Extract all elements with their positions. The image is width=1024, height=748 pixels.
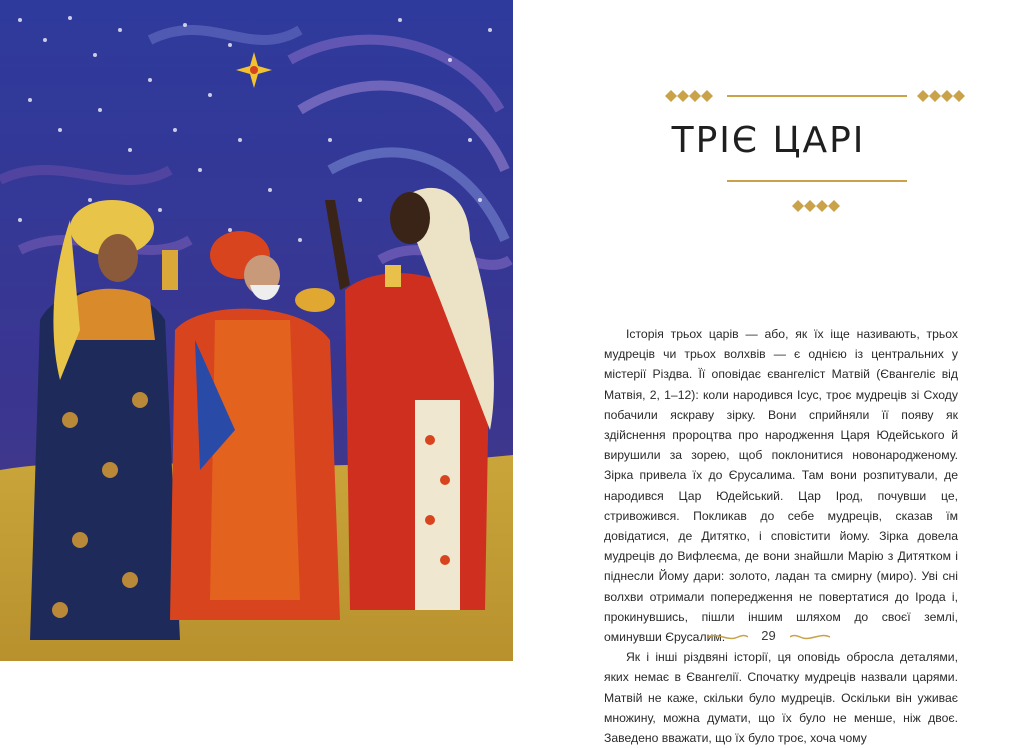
top-rule	[727, 95, 907, 97]
chapter-title: ТРІЄ ЦАРІ	[671, 120, 866, 161]
ornament-diamonds-icon	[917, 88, 965, 104]
ornament-diamonds-icon	[665, 88, 713, 104]
page-footer	[513, 626, 1024, 646]
three-kings-painting	[0, 0, 513, 661]
illustration-three-kings	[0, 0, 513, 661]
body-text	[604, 324, 958, 748]
folio-flourish-right-icon	[790, 632, 830, 642]
ornament-diamonds-icon	[792, 198, 840, 214]
bottom-rule	[727, 180, 907, 182]
page-number: 29	[761, 628, 776, 643]
text-page	[513, 0, 1024, 746]
paragraph: Як і інші різдвяні історії, ця оповідь обросла деталями, яких немає в Євангелії. Спочатку мудреців назвали царями. Матвій не каже, скільки було мудреців. Оскільки він уживає множину, можна думати, що їх було не менше, ніж двоє. Заведено вважати, що їх було троє, хоча чому	[604, 650, 958, 746]
paragraph: Історія трьох царів — або, як їх іще називають, трьох мудреців чи трьох волхвів — є однією із центральних у містерії Різдва. Її оповідає євангеліст Матвій (Євангеліє від Матвія, 2, 1–12): коли народився Ісус, троє мудреців зі Сходу побачили яскраву зірку. Вони сприйняли її появу як здійснення пророцтва про народження Царя Юдейського й вирушили за зорею, щоб поклонитися новонародженому. Зірка привела їх до Єрусалима. Там вони розпитували, де народився Цар Юдейський. Цар Ірод, почувши це, стривожився. Покликав до себе мудреців, сказав їм довідатися, де Дитятко, і сповістити йому. Зірка довела мудреців до Вифлеєма, де вони знайшли Марію з Дитятком і піднесли Йому дари: золото, ладан та смирну (миро). Уві сні волхви отримали попередження не повертатися до Ірода і, прокинувшись, пішли іншим шляхом до своєї землі, оминувши Єрусалим.	[604, 327, 958, 645]
